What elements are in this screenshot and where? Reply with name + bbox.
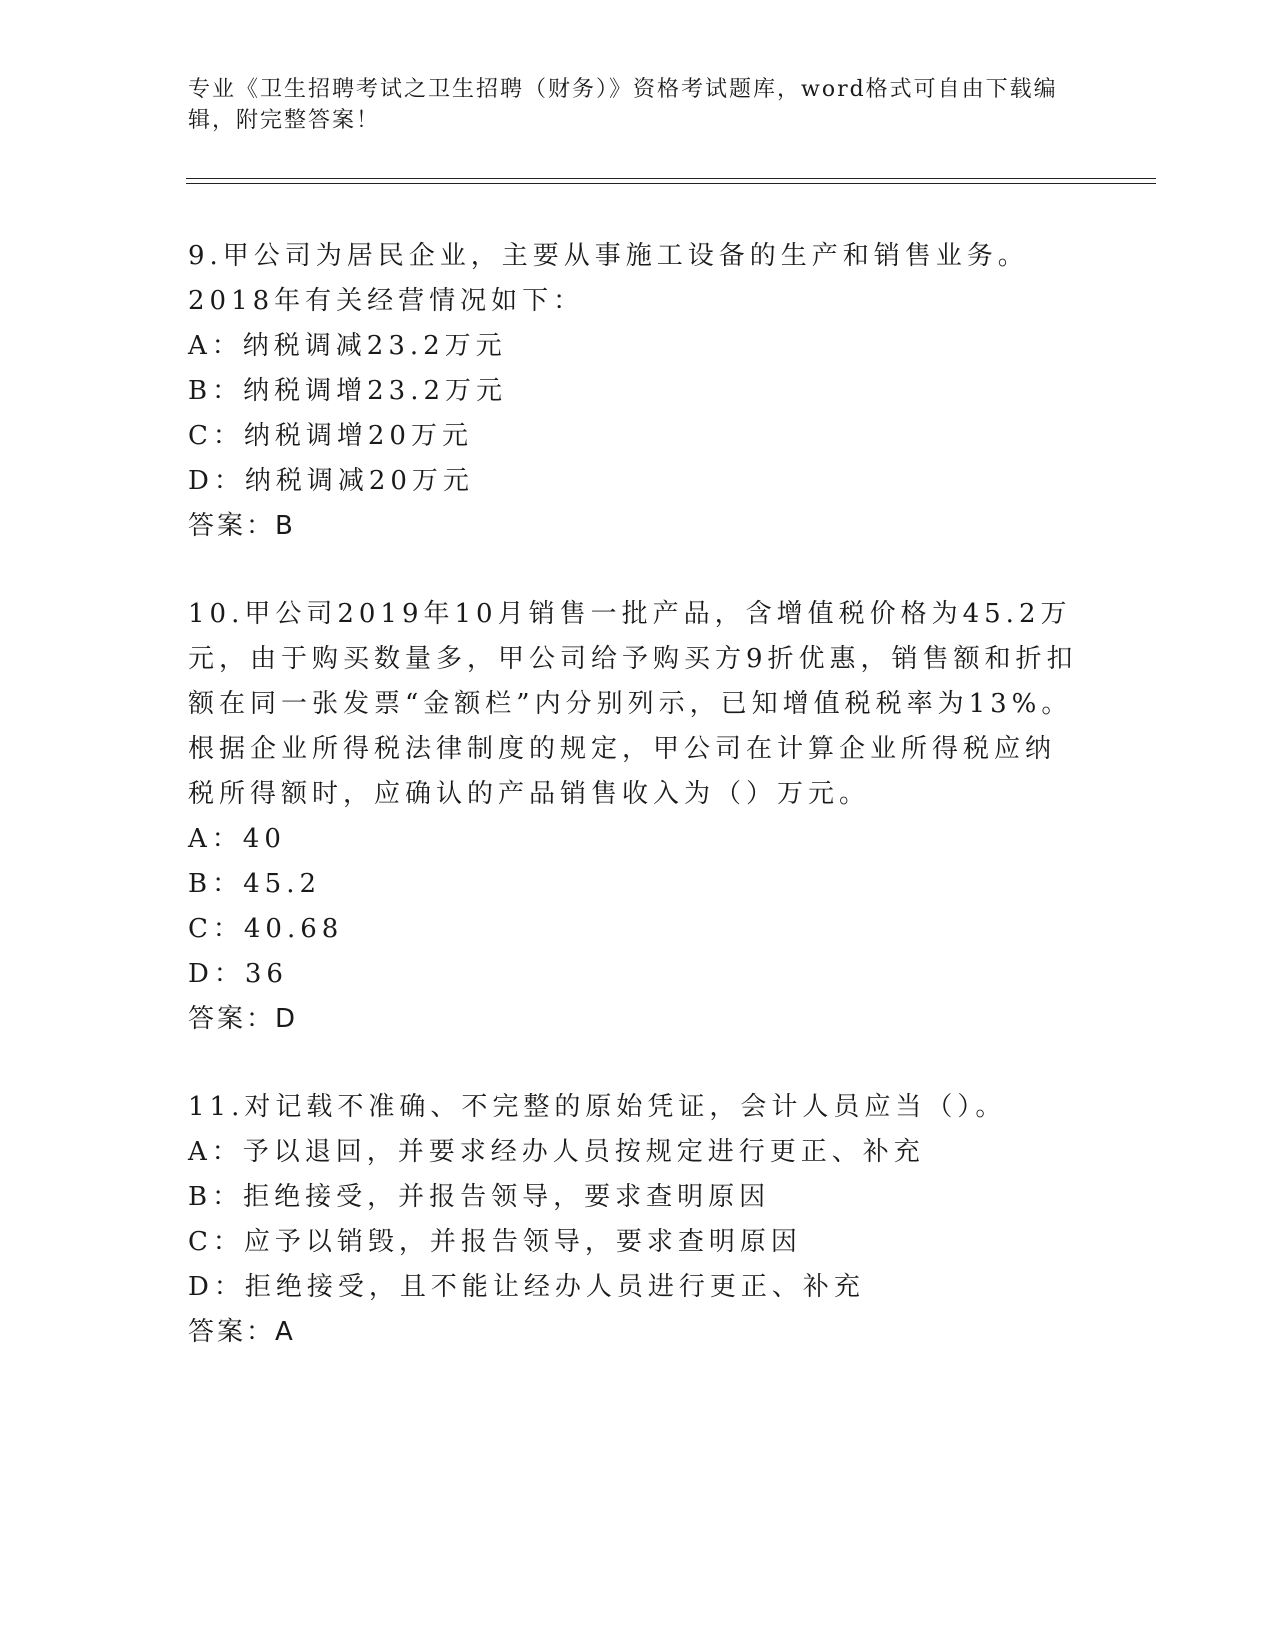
question-item	[188, 592, 1088, 1042]
question-item	[188, 1085, 1088, 1355]
question-text: 10.甲公司2019年10月销售一批产品，含增值税价格为45.2万元，由于购买数量多，甲公司给予购买方9折优惠，销售额和折扣额在同一张发票“金额栏”内分别列示，已知增值税税率为13%。根据企业所得税法律制度的规定，甲公司在计算企业所得税应纳税所得额时，应确认的产品销售收入为（）万元。	[188, 599, 1078, 809]
option-b: B：拒绝接受，并报告领导，要求查明原因	[188, 1182, 771, 1212]
option-c: C：纳税调增20万元	[188, 421, 473, 451]
option-d: D：拒绝接受，且不能让经办人员进行更正、补充	[188, 1272, 865, 1302]
answer-line: 答案：A	[188, 1317, 296, 1347]
question-item	[188, 234, 1088, 549]
question-text: 11.对记载不准确、不完整的原始凭证，会计人员应当（）。	[188, 1092, 1007, 1122]
answer-line: 答案：D	[188, 1004, 299, 1034]
option-a: A：予以退回，并要求经办人员按规定进行更正、补充	[188, 1137, 925, 1167]
option-c: C：应予以销毁，并报告领导，要求查明原因	[188, 1227, 802, 1257]
answer-line: 答案：B	[188, 511, 296, 541]
option-b: B：45.2	[188, 869, 321, 899]
option-c: C：40.68	[188, 914, 344, 944]
option-a: A：纳税调减23.2万元	[188, 331, 507, 361]
header-divider	[186, 178, 1156, 184]
option-d: D：36	[188, 959, 288, 989]
question-list	[188, 234, 1088, 1398]
option-a: A：40	[188, 824, 286, 854]
option-b: B：纳税调增23.2万元	[188, 376, 507, 406]
document-header: 专业《卫生招聘考试之卫生招聘（财务）》资格考试题库，word格式可自由下载编辑，附完整答案！	[188, 77, 1058, 133]
option-d: D：纳税调减20万元	[188, 466, 474, 496]
question-text: 9.甲公司为居民企业，主要从事施工设备的生产和销售业务。2018年有关经营情况如下：	[188, 241, 1029, 316]
